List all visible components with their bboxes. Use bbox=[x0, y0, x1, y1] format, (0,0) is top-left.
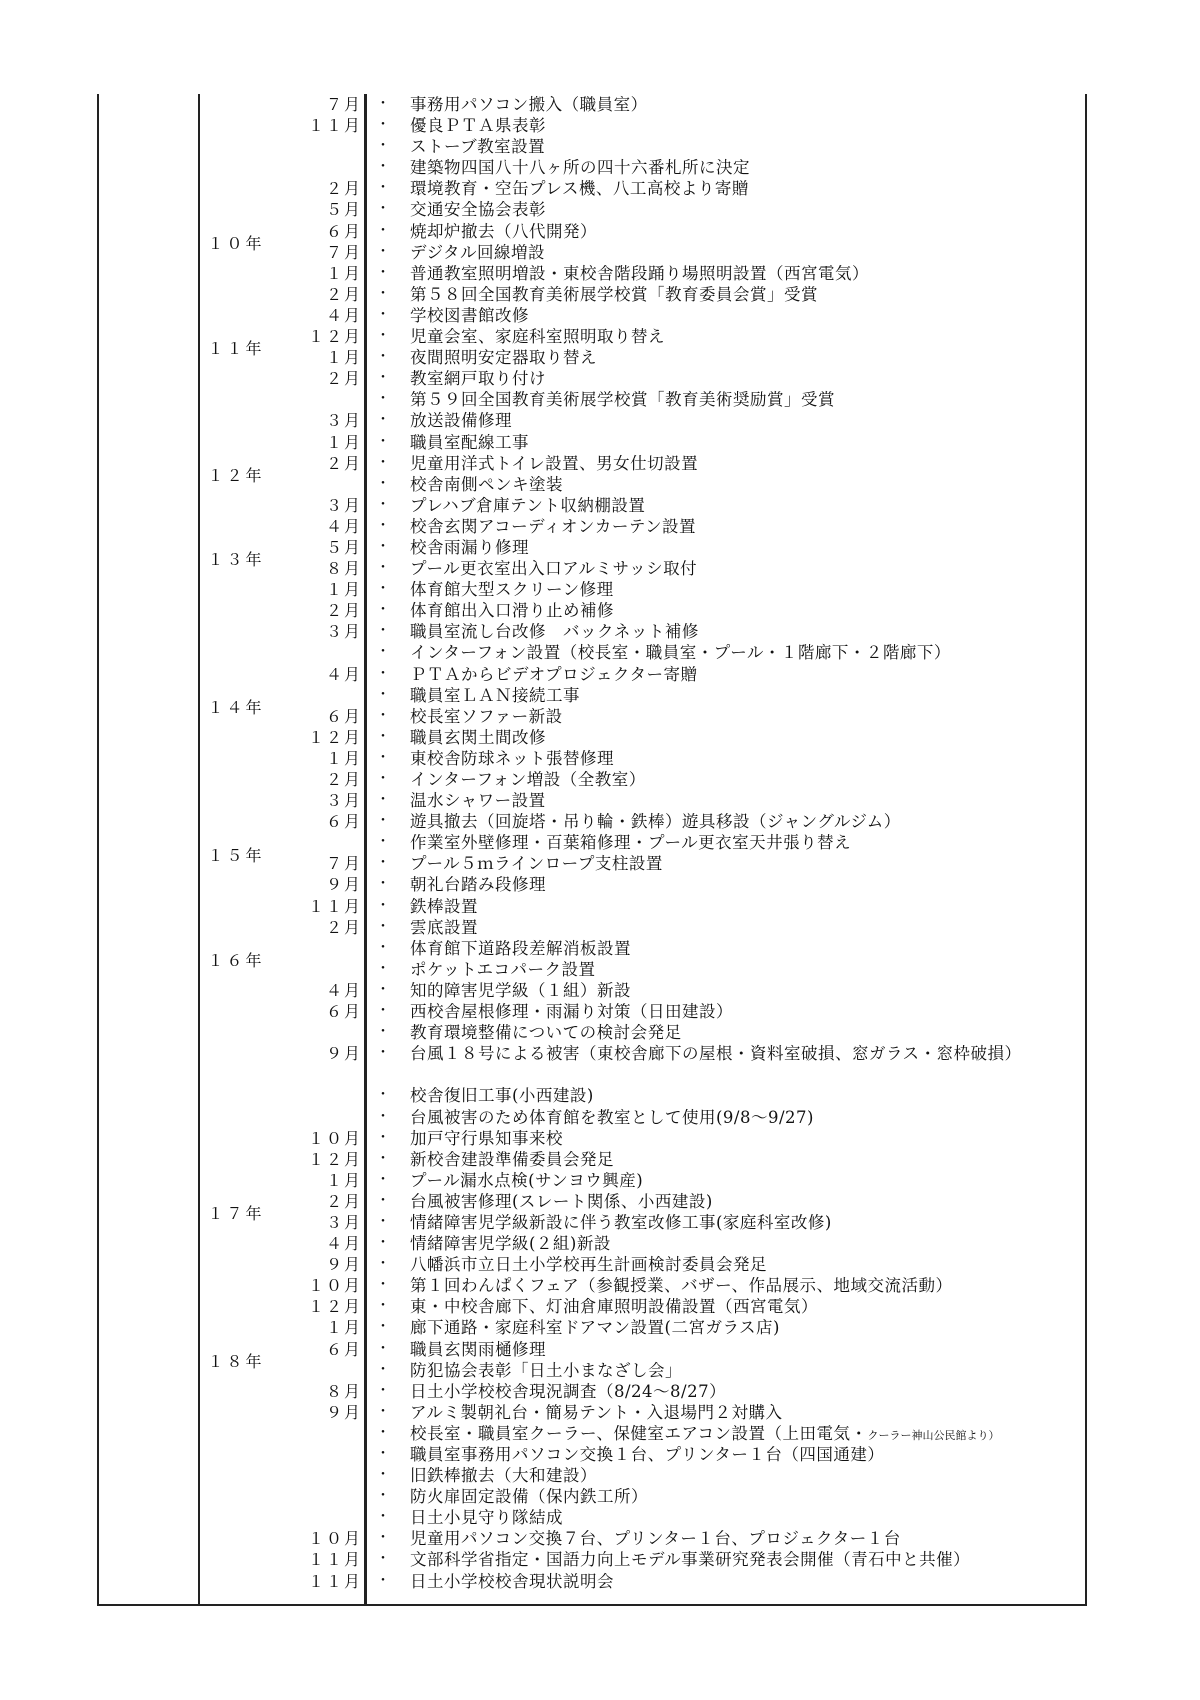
month-label: １１月 bbox=[307, 116, 362, 136]
event-text: 児童会室、家庭科室照明取り替え bbox=[410, 327, 665, 347]
list-item bbox=[200, 263, 1080, 284]
year-label: １０年 bbox=[207, 233, 265, 253]
bullet-icon: ・ bbox=[376, 560, 390, 577]
month-label: ４月 bbox=[325, 305, 362, 325]
list-item bbox=[200, 1085, 1080, 1106]
bullet-icon: ・ bbox=[376, 138, 390, 155]
event-text: 職員室配線工事 bbox=[410, 432, 529, 452]
event-text: 校長室ソファー新設 bbox=[410, 706, 563, 726]
event-text: 事務用パソコン搬入（職員室） bbox=[410, 95, 648, 114]
event-text: インターフォン増設（全教室） bbox=[410, 770, 646, 789]
month-label: １月 bbox=[325, 348, 362, 368]
history-list bbox=[200, 94, 1080, 1592]
bullet-icon: ・ bbox=[376, 243, 390, 260]
event-text: 教室網戸取り付け bbox=[410, 369, 546, 389]
list-item bbox=[200, 811, 1080, 832]
event-text: 防犯協会表彰「日土小まなざし会」 bbox=[410, 1360, 682, 1380]
month-label: ４月 bbox=[325, 1234, 362, 1254]
list-item bbox=[200, 115, 1080, 136]
year-label: １４年 bbox=[207, 697, 265, 717]
event-text: 加戸守行県知事来校 bbox=[410, 1128, 563, 1148]
event-text: ストーブ教室設置 bbox=[410, 137, 546, 157]
bullet-icon: ・ bbox=[376, 981, 390, 998]
list-item bbox=[200, 284, 1080, 305]
month-label: ９月 bbox=[325, 875, 362, 895]
bullet-icon: ・ bbox=[376, 538, 390, 555]
list-item bbox=[200, 874, 1080, 895]
bullet-icon: ・ bbox=[376, 496, 390, 513]
bullet-icon: ・ bbox=[376, 897, 390, 914]
event-text: 放送設備修理 bbox=[410, 411, 512, 431]
list-item bbox=[200, 959, 1080, 980]
list-item bbox=[200, 1275, 1080, 1296]
event-text: 日土小学校校舎現状説明会 bbox=[410, 1571, 614, 1591]
event-text: ＰＴＡからビデオプロジェクター寄贈 bbox=[410, 664, 698, 684]
list-item bbox=[200, 832, 1080, 853]
event-text: 職員室事務用パソコン交換１台、プリンター１台（四国通建） bbox=[410, 1445, 885, 1464]
event-text: 知的障害児学級（１組）新設 bbox=[410, 980, 631, 1000]
month-label: １１月 bbox=[307, 1571, 362, 1591]
list-item bbox=[200, 896, 1080, 917]
list-item bbox=[200, 347, 1080, 368]
year-label: １８年 bbox=[207, 1351, 265, 1371]
month-label: ４月 bbox=[325, 664, 362, 684]
event-text: 夜間照明安定器取り替え bbox=[410, 348, 597, 368]
list-item bbox=[200, 1170, 1080, 1191]
bullet-icon: ・ bbox=[376, 1551, 390, 1568]
event-text: 職員室流し台改修 バックネット補修 bbox=[410, 622, 699, 642]
list-item bbox=[200, 221, 1080, 242]
month-label: ２月 bbox=[325, 770, 362, 789]
event-text: 鉄棒設置 bbox=[410, 896, 478, 916]
list-item bbox=[200, 980, 1080, 1001]
list-item bbox=[200, 305, 1080, 326]
bullet-icon: ・ bbox=[376, 1361, 390, 1378]
bullet-icon: ・ bbox=[376, 370, 390, 387]
month-label: １０月 bbox=[307, 1529, 362, 1549]
month-label: ３月 bbox=[325, 791, 362, 811]
month-label: １２月 bbox=[307, 1297, 362, 1317]
month-label: ８月 bbox=[325, 1381, 362, 1401]
month-label: ２月 bbox=[325, 179, 362, 199]
list-item bbox=[200, 1571, 1080, 1592]
event-text: 作業室外壁修理・百葉箱修理・プール更衣室天井張り替え bbox=[410, 833, 852, 853]
month-label: ７月 bbox=[325, 854, 362, 874]
month-label: ８月 bbox=[325, 559, 362, 579]
bullet-icon: ・ bbox=[376, 665, 390, 682]
bullet-icon: ・ bbox=[376, 222, 390, 239]
bullet-icon: ・ bbox=[376, 391, 390, 408]
list-item bbox=[200, 368, 1080, 389]
bullet-icon: ・ bbox=[376, 1024, 390, 1041]
month-label: ３月 bbox=[325, 1212, 362, 1232]
bullet-icon: ・ bbox=[376, 285, 390, 302]
month-label: １月 bbox=[325, 748, 362, 768]
list-item bbox=[200, 474, 1080, 495]
event-text: 新校舎建設準備委員会発足 bbox=[410, 1149, 614, 1169]
year-label: １７年 bbox=[207, 1204, 265, 1224]
bullet-icon: ・ bbox=[376, 454, 390, 471]
list-item bbox=[200, 1191, 1080, 1212]
event-text: 焼却炉撤去（八代開発） bbox=[410, 221, 597, 241]
month-label: １１月 bbox=[307, 1550, 362, 1570]
bullet-icon: ・ bbox=[376, 749, 390, 766]
bullet-icon: ・ bbox=[376, 1108, 390, 1125]
list-item bbox=[200, 938, 1080, 959]
month-label: １月 bbox=[325, 580, 362, 600]
year-label: １１年 bbox=[207, 339, 265, 359]
list-item bbox=[200, 1064, 1080, 1085]
month-label: ２月 bbox=[325, 1191, 362, 1211]
bullet-icon: ・ bbox=[376, 1256, 390, 1273]
list-item bbox=[200, 495, 1080, 516]
bullet-icon: ・ bbox=[376, 1403, 390, 1420]
event-text: 台風被害のため体育館を教室として使用(9/8〜9/27) bbox=[410, 1107, 814, 1127]
month-label: ２月 bbox=[325, 369, 362, 389]
bullet-icon: ・ bbox=[376, 855, 390, 872]
bullet-icon: ・ bbox=[376, 328, 390, 345]
event-text: 校舎玄関アコーディオンカーテン設置 bbox=[410, 516, 697, 536]
bullet-icon: ・ bbox=[376, 623, 390, 640]
list-item bbox=[200, 1254, 1080, 1275]
month-label: ６月 bbox=[325, 706, 362, 726]
event-text: ポケットエコパーク設置 bbox=[410, 959, 596, 979]
month-label: ３月 bbox=[325, 495, 362, 515]
bullet-icon: ・ bbox=[376, 1446, 390, 1462]
month-label: ３月 bbox=[325, 622, 362, 642]
month-label: １月 bbox=[325, 263, 362, 283]
event-text: 東・中校舎廊下、灯油倉庫照明設備設置（西宮電気） bbox=[410, 1297, 818, 1317]
month-label: １０月 bbox=[307, 1276, 362, 1296]
list-item bbox=[200, 790, 1080, 811]
event-text: 東校舎防球ネット張替修理 bbox=[410, 748, 614, 768]
list-item bbox=[200, 178, 1080, 199]
bullet-icon: ・ bbox=[376, 412, 390, 429]
month-label: １２月 bbox=[307, 327, 362, 347]
event-text: 校長室・職員室クーラー、保健室エアコン設置（上田電気・クーラー神山公民館より） bbox=[410, 1423, 1000, 1443]
bullet-icon: ・ bbox=[376, 306, 390, 323]
bullet-icon: ・ bbox=[376, 1467, 390, 1484]
list-item bbox=[200, 1296, 1080, 1317]
bullet-icon: ・ bbox=[376, 1319, 390, 1336]
month-label: ６月 bbox=[325, 812, 362, 832]
list-item bbox=[200, 1444, 1080, 1465]
list-item bbox=[200, 664, 1080, 685]
event-text: 普通教室照明増設・東校舎階段踊り場照明設置（西宮電気） bbox=[410, 263, 869, 283]
bullet-icon: ・ bbox=[376, 1150, 390, 1167]
event-text: 情緒障害児学級(２組)新設 bbox=[410, 1234, 611, 1254]
bullet-icon: ・ bbox=[376, 201, 390, 218]
bullet-icon: ・ bbox=[376, 834, 390, 851]
bullet-icon: ・ bbox=[376, 1382, 390, 1399]
bullet-icon: ・ bbox=[376, 1213, 390, 1230]
list-item bbox=[200, 1360, 1080, 1381]
bullet-icon: ・ bbox=[376, 707, 390, 724]
bullet-icon: ・ bbox=[376, 1087, 390, 1104]
month-label: ６月 bbox=[325, 221, 362, 241]
bullet-icon: ・ bbox=[376, 1530, 390, 1547]
month-label: １２月 bbox=[307, 1149, 362, 1169]
list-item bbox=[200, 1402, 1080, 1423]
event-text: 校舎復旧工事(小西建設) bbox=[410, 1086, 594, 1106]
list-item bbox=[200, 389, 1080, 410]
list-item bbox=[200, 537, 1080, 558]
list-item bbox=[200, 1507, 1080, 1528]
event-text: 児童用洋式トイレ設置、男女仕切設置 bbox=[410, 453, 699, 473]
event-text: 情緒障害児学級新設に伴う教室改修工事(家庭科室改修) bbox=[410, 1212, 832, 1232]
event-text: 職員室ＬＡＮ接続工事 bbox=[410, 685, 580, 705]
event-text: 交通安全協会表彰 bbox=[410, 200, 546, 220]
list-item bbox=[200, 1022, 1080, 1043]
list-item bbox=[200, 1465, 1080, 1486]
bullet-icon: ・ bbox=[376, 581, 390, 598]
event-text: 教育環境整備についての検討会発足 bbox=[410, 1023, 682, 1043]
event-text: 遊具撤去（回旋塔・吊り輪・鉄棒）遊具移設（ジャングルジム） bbox=[410, 812, 901, 832]
bullet-icon: ・ bbox=[376, 939, 390, 956]
bullet-icon: ・ bbox=[376, 159, 390, 176]
list-item bbox=[200, 621, 1080, 642]
list-item bbox=[200, 516, 1080, 537]
event-text: 八幡浜市立日土小学校再生計画検討委員会発足 bbox=[410, 1255, 767, 1275]
month-label: １月 bbox=[325, 1318, 362, 1338]
list-item bbox=[200, 1317, 1080, 1338]
list-item bbox=[200, 1233, 1080, 1254]
list-item bbox=[200, 1128, 1080, 1149]
event-text: 台風被害修理(スレート関係、小西建設) bbox=[410, 1191, 713, 1211]
list-item bbox=[200, 94, 1080, 115]
event-text: 体育館出入口滑り止め補修 bbox=[410, 601, 614, 621]
month-label: ２月 bbox=[325, 601, 362, 621]
bullet-icon: ・ bbox=[376, 1003, 390, 1020]
bullet-icon: ・ bbox=[376, 475, 390, 492]
bullet-icon: ・ bbox=[376, 1572, 390, 1589]
month-label: １１月 bbox=[307, 896, 362, 916]
bullet-icon: ・ bbox=[376, 264, 390, 281]
event-note: クーラー神山公民館より） bbox=[867, 1428, 1000, 1442]
event-text: 体育館下道路段差解消板設置 bbox=[410, 938, 631, 958]
event-text: 廊下通路・家庭科室ドアマン設置(二宮ガラス店) bbox=[410, 1318, 780, 1338]
bullet-icon: ・ bbox=[376, 96, 390, 112]
bullet-icon: ・ bbox=[376, 918, 390, 935]
month-label: ５月 bbox=[325, 200, 362, 220]
event-text: プール５ｍラインロープ支柱設置 bbox=[410, 854, 663, 874]
event-text: プール漏水点検(サンヨウ興産) bbox=[410, 1170, 644, 1190]
event-text: 建築物四国八十八ヶ所の四十六番札所に決定 bbox=[410, 158, 750, 178]
list-item bbox=[200, 748, 1080, 769]
list-item bbox=[200, 157, 1080, 178]
event-text: 防火扉固定設備（保内鉄工所） bbox=[410, 1487, 648, 1507]
month-label: １０月 bbox=[307, 1128, 362, 1148]
event-text: デジタル回線増設 bbox=[410, 242, 546, 262]
bullet-icon: ・ bbox=[376, 1488, 390, 1505]
bullet-icon: ・ bbox=[376, 1298, 390, 1315]
month-label: ４月 bbox=[325, 516, 362, 536]
list-item bbox=[200, 1486, 1080, 1507]
month-label: ３月 bbox=[325, 411, 362, 431]
bullet-icon: ・ bbox=[376, 686, 390, 703]
month-label: ２月 bbox=[325, 284, 362, 304]
event-text: 台風１８号による被害（東校舎廊下の屋根・資料室破損、窓ガラス・窓枠破損） bbox=[410, 1044, 1022, 1064]
list-item bbox=[200, 579, 1080, 600]
event-text: 第５８回全国教育美術展学校賞「教育委員会賞」受賞 bbox=[410, 284, 818, 304]
year-label: １３年 bbox=[207, 550, 265, 570]
event-text: 児童用パソコン交換７台、プリンター１台、プロジェクター１台 bbox=[410, 1529, 901, 1549]
list-item bbox=[200, 1212, 1080, 1233]
event-text: 体育館大型スクリーン修理 bbox=[410, 580, 614, 600]
bullet-icon: ・ bbox=[376, 876, 390, 893]
event-text: インターフォン設置（校長室・職員室・プール・１階廊下・２階廊下） bbox=[410, 643, 951, 663]
month-label: ７月 bbox=[325, 242, 362, 262]
event-text: 西校舎屋根修理・雨漏り対策（日田建設） bbox=[410, 1002, 733, 1022]
month-label: ９月 bbox=[325, 1044, 362, 1064]
event-text: 環境教育・空缶プレス機、八工高校より寄贈 bbox=[410, 179, 749, 199]
list-item bbox=[200, 917, 1080, 938]
event-text: 日土小見守り隊結成 bbox=[410, 1508, 563, 1528]
list-item bbox=[200, 136, 1080, 157]
month-label: ７月 bbox=[325, 95, 362, 114]
year-label: １２年 bbox=[207, 465, 265, 485]
bullet-icon: ・ bbox=[376, 1171, 390, 1188]
month-label: １２月 bbox=[307, 727, 362, 747]
bullet-icon: ・ bbox=[376, 349, 390, 366]
list-item bbox=[200, 1423, 1080, 1444]
list-item bbox=[200, 1001, 1080, 1022]
list-item bbox=[200, 600, 1080, 621]
list-item bbox=[200, 642, 1080, 663]
event-text: 第１回わんぱくフェア（参観授業、バザー、作品展示、地域交流活動） bbox=[410, 1276, 953, 1296]
bullet-icon: ・ bbox=[376, 1340, 390, 1357]
event-text: アルミ製朝礼台・簡易テント・入退場門２対購入 bbox=[410, 1402, 783, 1422]
month-label: ２月 bbox=[325, 917, 362, 937]
list-item bbox=[200, 1339, 1080, 1360]
event-text: 温水シャワー設置 bbox=[410, 791, 546, 811]
event-text: 朝礼台踏み段修理 bbox=[410, 875, 546, 895]
bullet-icon: ・ bbox=[376, 792, 390, 809]
bullet-icon: ・ bbox=[376, 180, 390, 197]
event-text: 第５９回全国教育美術展学校賞「教育美術奨励賞」受賞 bbox=[410, 390, 835, 410]
bullet-icon: ・ bbox=[376, 1129, 390, 1146]
event-text: 優良ＰＴＡ県表彰 bbox=[410, 116, 546, 136]
month-label: ６月 bbox=[325, 1339, 362, 1359]
list-item bbox=[200, 242, 1080, 263]
event-text: プレハブ倉庫テント収納棚設置 bbox=[410, 495, 646, 515]
list-item bbox=[200, 769, 1080, 790]
bullet-icon: ・ bbox=[376, 1192, 390, 1209]
list-item bbox=[200, 853, 1080, 874]
month-label: ４月 bbox=[325, 980, 362, 1000]
event-text: 校舎南側ペンキ塗装 bbox=[410, 474, 563, 494]
bullet-icon: ・ bbox=[376, 1235, 390, 1252]
event-text: 職員玄関土間改修 bbox=[410, 727, 546, 747]
list-item bbox=[200, 1043, 1080, 1064]
list-item bbox=[200, 453, 1080, 474]
event-text: 旧鉄棒撤去（大和建設） bbox=[410, 1466, 597, 1486]
event-text: 学校図書館改修 bbox=[410, 305, 529, 325]
bullet-icon: ・ bbox=[376, 1424, 390, 1441]
bullet-icon: ・ bbox=[376, 1045, 390, 1062]
month-label: １月 bbox=[325, 1170, 362, 1190]
bullet-icon: ・ bbox=[376, 1509, 390, 1526]
event-text: 日土小学校校舎現況調査（8/24〜8/27） bbox=[410, 1381, 727, 1401]
year-label: １６年 bbox=[207, 951, 265, 970]
list-item bbox=[200, 1528, 1080, 1549]
list-item bbox=[200, 432, 1080, 453]
list-item bbox=[200, 1549, 1080, 1570]
list-item bbox=[200, 1107, 1080, 1128]
bullet-icon: ・ bbox=[376, 813, 390, 830]
bullet-icon: ・ bbox=[376, 644, 390, 661]
month-label: ５月 bbox=[325, 537, 362, 557]
bullet-icon: ・ bbox=[376, 728, 390, 745]
bullet-icon: ・ bbox=[376, 517, 390, 534]
month-label: ９月 bbox=[325, 1255, 362, 1275]
bullet-icon: ・ bbox=[376, 1277, 390, 1294]
bullet-icon: ・ bbox=[376, 602, 390, 619]
bullet-icon: ・ bbox=[376, 771, 390, 787]
list-item bbox=[200, 1381, 1080, 1402]
event-text: 職員玄関雨樋修理 bbox=[410, 1339, 546, 1359]
bullet-icon: ・ bbox=[376, 433, 390, 450]
month-label: １月 bbox=[325, 432, 362, 452]
month-label: ２月 bbox=[325, 453, 362, 473]
bullet-icon: ・ bbox=[376, 117, 390, 134]
list-item bbox=[200, 199, 1080, 220]
event-text: 校舎雨漏り修理 bbox=[410, 537, 529, 557]
list-item bbox=[200, 558, 1080, 579]
event-text: 文部科学省指定・国語力向上モデル事業研究発表会開催（青石中と共催） bbox=[410, 1550, 971, 1570]
bullet-icon: ・ bbox=[376, 960, 390, 977]
list-item bbox=[200, 326, 1080, 347]
month-label: ９月 bbox=[325, 1402, 362, 1422]
month-label: ６月 bbox=[325, 1002, 362, 1022]
list-item bbox=[200, 410, 1080, 431]
event-text: 雲底設置 bbox=[410, 917, 478, 937]
list-item bbox=[200, 1149, 1080, 1170]
list-item bbox=[200, 727, 1080, 748]
year-label: １５年 bbox=[207, 845, 265, 865]
event-text: プール更衣室出入口アルミサッシ取付 bbox=[410, 559, 698, 579]
list-item bbox=[200, 706, 1080, 727]
list-item bbox=[200, 685, 1080, 706]
